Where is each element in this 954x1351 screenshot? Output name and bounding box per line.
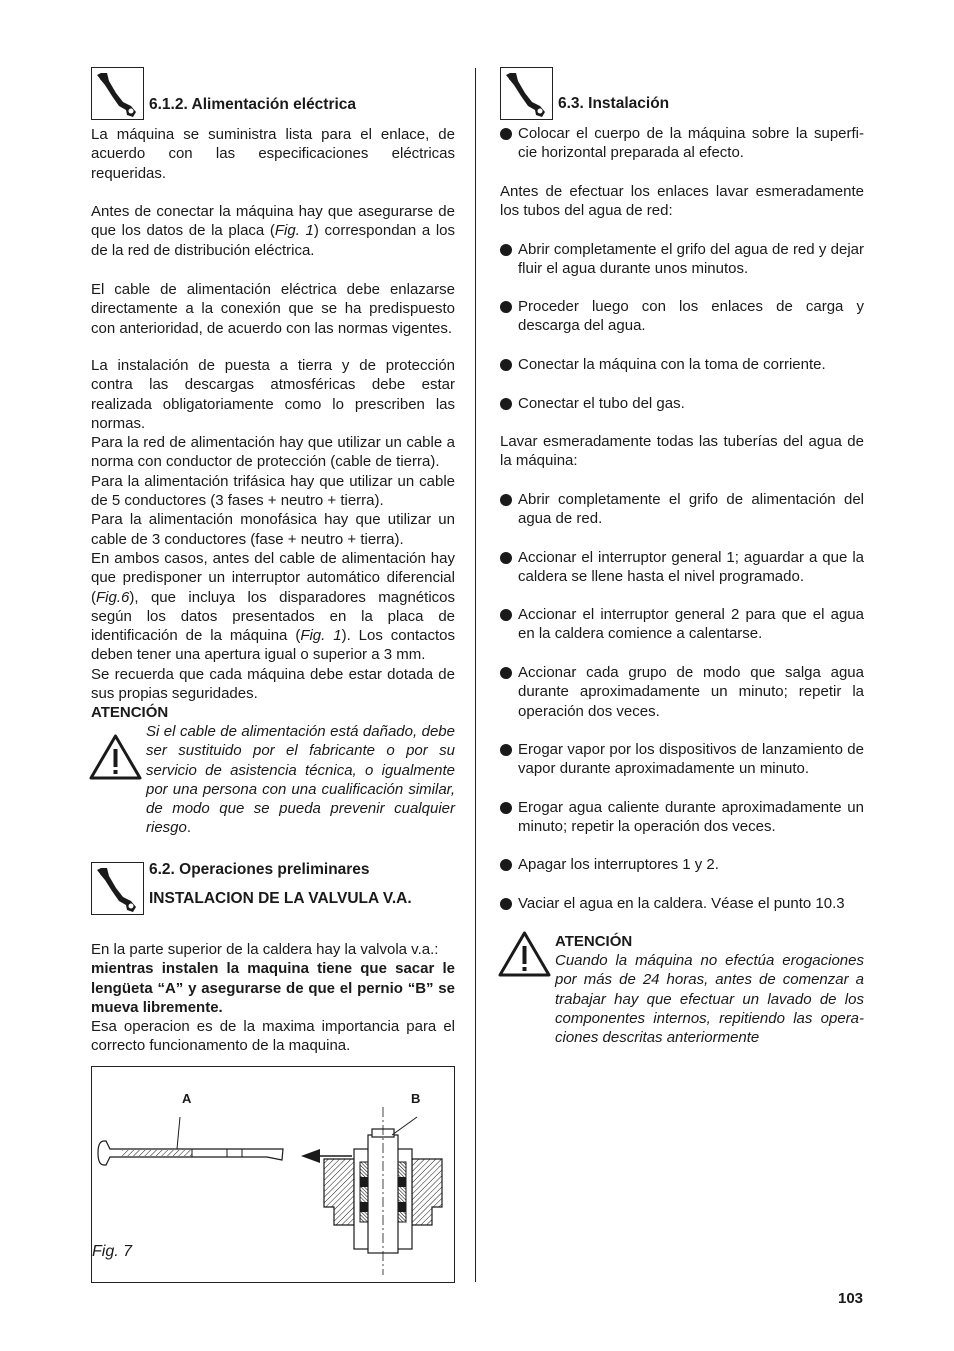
paragraph: La máquina se suministra lista para el enlace, de acuerdo con las especificaciones eléctricas requeridas. (91, 126, 455, 182)
bullet-icon (500, 128, 512, 140)
wrench-icon-box (91, 67, 144, 120)
list-item: Apagar los interruptores 1 y 2. (500, 855, 864, 874)
bullet-icon (500, 898, 512, 910)
column-divider (475, 68, 476, 1282)
warning-title: ATENCIÓN (555, 933, 633, 950)
bullet-icon (500, 301, 512, 313)
bullet-icon (500, 244, 512, 256)
list-item: Abrir completamente el grifo de alimentación del agua de red. (500, 490, 864, 529)
bullet-icon (500, 398, 512, 410)
warning-text: Cuando la máquina no efectúa erogaciones por más de 24 horas, antes de comenzar a trabajar hay que efectuar un lavado de los componentes internos, repitiendo las opera-ciones descritas anteriormente (555, 952, 864, 1047)
warning-title: ATENCIÓN (91, 704, 169, 721)
list-item: Accionar cada grupo de modo que salga agua durante aproximadamente un minuto; repetir la operación dos veces. (500, 663, 864, 721)
wrench-icon (92, 863, 143, 914)
paragraph-line: En la parte superior de la caldera hay la valvola v.a.: (91, 941, 439, 958)
paragraph: En ambos casos, antes del cable de alimentación hay que predisponer un interruptor automático diferencial (Fig.6), que incluya los disparadores magnéticos según los datos presentados en la placa de identificación de la máquina (Fig. 1). Los contactos deben tener una apertura igual o superior a 3 mm. (91, 549, 455, 664)
wrench-icon-box (91, 862, 144, 915)
warning-text: Si el cable de alimentación está dañado, debe ser sustituido por el fabricante o por su servicio de asistencia técnica, o igualmente por una persona con una cualificación similar, de modo que se pueda prevenir cualquier riesgo. (146, 723, 455, 837)
paragraph: Para la red de alimentación hay que utilizar un cable a norma con conductor de protección (cable de tierra). (91, 434, 455, 471)
paragraph: El cable de alimentación eléctrica debe enlazarse directamente a la conexión que se ha predispuesto con anterioridad, de acuerdo con las normas vigentes. (91, 281, 455, 337)
list-item: Accionar el interruptor general 2 para que el agua en la caldera comience a calentarse. (500, 605, 864, 644)
paragraph-bold: mientras instalen la maquina tiene que sacar le lengüeta “A” y asegurarse de que el pernio “B” se mueva libremente. (91, 960, 455, 1016)
paragraph: Lavar esmeradamente todas las tuberías del agua de la máquina: (500, 433, 864, 470)
warning-triangle-icon (88, 733, 143, 781)
bullet-icon (500, 667, 512, 679)
list-item: Erogar agua caliente durante aproximadamente un minuto; repetir la operación dos veces. (500, 798, 864, 837)
paragraph: Antes de efectuar los enlaces lavar esmeradamente los tubos del agua de red: (500, 183, 864, 220)
list-item: Conectar el tubo del gas. (500, 394, 864, 413)
paragraph: Para la alimentación monofásica hay que utilizar un cable de 3 conductores (fase + neutro + tierra). (91, 511, 455, 548)
figure-label-a: A (182, 1091, 192, 1106)
wrench-icon (501, 68, 552, 119)
list-item: Colocar el cuerpo de la máquina sobre la superfi-cie horizontal preparada al efecto. (500, 124, 864, 163)
wrench-icon-box (500, 67, 553, 120)
list-item: Abrir completamente el grifo del agua de red y dejar fluir el agua durante unos minutos. (500, 240, 864, 279)
figure-7 (91, 1066, 455, 1283)
paragraph-block (91, 356, 455, 703)
list-item: Proceder luego con los enlaces de carga y descarga del agua. (500, 297, 864, 336)
section-title-6-1-2: 6.1.2. Alimentación eléctrica (149, 96, 357, 113)
paragraph: La instalación de puesta a tierra y de protección contra las descargas atmosféricas debe estar realizada obligatoriamente como lo prescriben las normas. (91, 357, 455, 432)
paragraph: Para la alimentación trifásica hay que utilizar un cable de 5 conductores (3 fases + neutro + tierra). (91, 472, 455, 510)
list-item: Erogar vapor por los dispositivos de lanzamiento de vapor durante aproximadamente un minuto. (500, 740, 864, 779)
figure-label-b: B (411, 1091, 421, 1106)
paragraph (91, 940, 455, 1056)
paragraph-line: Esa operacion es de la maxima importancia para el correcto funcionamento de la maquina. (91, 1018, 455, 1055)
section-subtitle: INSTALACION DE LA VALVULA V.A. (149, 890, 412, 907)
bullet-icon (500, 859, 512, 871)
wrench-icon (92, 68, 143, 119)
valve-drawing (92, 1067, 454, 1282)
page-number: 103 (838, 1290, 864, 1307)
paragraph: Se recuerda que cada máquina debe estar dotada de sus propias seguridades. (91, 665, 455, 703)
bullet-icon (500, 359, 512, 371)
bullet-icon (500, 802, 512, 814)
list-item: Vaciar el agua en la caldera. Véase el punto 10.3 (500, 894, 864, 913)
paragraph: Antes de conectar la máquina hay que asegurarse de que los datos de la placa (Fig. 1) correspondan a los de la red de distribución eléctrica. (91, 203, 456, 259)
list-item: Conectar la máquina con la toma de corriente. (500, 355, 864, 374)
warning-triangle-icon (497, 930, 552, 978)
bullet-icon (500, 609, 512, 621)
section-title-6-2: 6.2. Operaciones preliminares (149, 861, 370, 878)
list-item: Accionar el interruptor general 1; aguardar a que la caldera se llene hasta el nivel programado. (500, 548, 864, 587)
bullet-icon (500, 494, 512, 506)
bullet-icon (500, 744, 512, 756)
section-title-6-3: 6.3. Instalación (558, 95, 670, 112)
figure-caption: Fig. 7 (92, 1243, 133, 1260)
bullet-icon (500, 552, 512, 564)
